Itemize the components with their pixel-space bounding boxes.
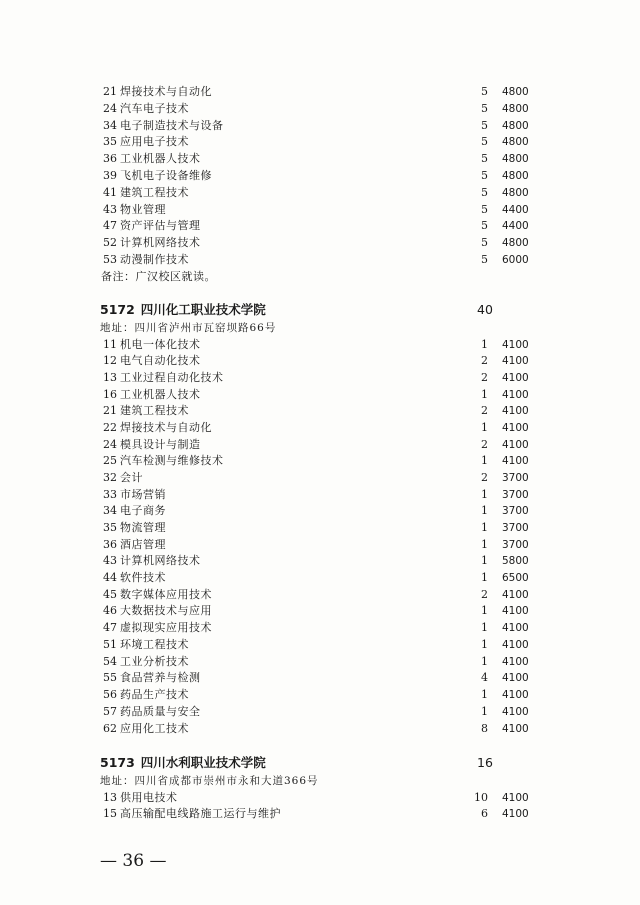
enrollment-count: 1 bbox=[481, 338, 488, 351]
major-name: 电气自动化技术 bbox=[120, 354, 201, 367]
major-code: 43 bbox=[103, 554, 117, 567]
major-code: 44 bbox=[103, 571, 117, 584]
table-row bbox=[0, 603, 640, 619]
tuition-fee: 4800 bbox=[502, 120, 529, 132]
major-name: 软件技术 bbox=[120, 571, 166, 584]
major-code: 47 bbox=[103, 621, 117, 634]
tuition-fee: 4100 bbox=[502, 792, 529, 804]
institution-address: 地址：四川省成都市崇州市永和大道366号 bbox=[100, 775, 319, 787]
tuition-fee: 4400 bbox=[502, 204, 529, 216]
remark-note: 备注：广汉校区就读。 bbox=[101, 270, 216, 283]
enrollment-count: 1 bbox=[481, 705, 488, 718]
major-name: 应用化工技术 bbox=[120, 722, 189, 735]
table-row bbox=[0, 370, 640, 386]
major-code: 55 bbox=[103, 671, 117, 684]
enrollment-count: 5 bbox=[481, 236, 488, 249]
major-name: 酒店管理 bbox=[120, 538, 166, 551]
table-row bbox=[0, 790, 640, 806]
enrollment-count: 1 bbox=[481, 388, 488, 401]
tuition-fee: 6000 bbox=[502, 254, 529, 266]
major-name: 动漫制作技术 bbox=[120, 253, 189, 266]
major-name: 计算机网络技术 bbox=[120, 236, 201, 249]
table-row bbox=[0, 218, 640, 234]
major-name: 药品质量与安全 bbox=[120, 705, 201, 718]
enrollment-count: 5 bbox=[481, 253, 488, 266]
major-name: 建筑工程技术 bbox=[120, 404, 189, 417]
table-row bbox=[0, 168, 640, 184]
major-code: 35 bbox=[103, 521, 117, 534]
enrollment-count: 2 bbox=[481, 438, 488, 451]
major-code: 36 bbox=[103, 538, 117, 551]
major-code: 34 bbox=[103, 119, 117, 132]
enrollment-count: 5 bbox=[481, 186, 488, 199]
institution-title bbox=[100, 754, 266, 772]
tuition-fee: 4800 bbox=[502, 153, 529, 165]
table-row bbox=[0, 687, 640, 703]
enrollment-count: 1 bbox=[481, 688, 488, 701]
enrollment-count: 2 bbox=[481, 371, 488, 384]
table-row bbox=[0, 537, 640, 553]
major-name: 物流管理 bbox=[120, 521, 166, 534]
enrollment-count: 1 bbox=[481, 655, 488, 668]
enrollment-count: 2 bbox=[481, 354, 488, 367]
enrollment-count: 5 bbox=[481, 85, 488, 98]
tuition-fee: 4100 bbox=[502, 605, 529, 617]
institution-address: 地址：四川省泸州市瓦窑坝路66号 bbox=[100, 322, 277, 334]
enrollment-count: 1 bbox=[481, 488, 488, 501]
major-code: 34 bbox=[103, 504, 117, 517]
major-name: 工业机器人技术 bbox=[120, 152, 201, 165]
tuition-fee: 4100 bbox=[502, 339, 529, 351]
major-code: 35 bbox=[103, 135, 117, 148]
tuition-fee: 4100 bbox=[502, 808, 529, 820]
tuition-fee: 5800 bbox=[502, 555, 529, 567]
enrollment-count: 4 bbox=[481, 671, 488, 684]
tuition-fee: 4100 bbox=[502, 439, 529, 451]
major-code: 22 bbox=[103, 421, 117, 434]
major-code: 54 bbox=[103, 655, 117, 668]
enrollment-count: 6 bbox=[481, 807, 488, 820]
enrollment-count: 2 bbox=[481, 404, 488, 417]
institution-name: 四川化工职业技术学院 bbox=[140, 302, 266, 317]
major-code: 39 bbox=[103, 169, 117, 182]
major-name: 虚拟现实应用技术 bbox=[120, 621, 212, 634]
major-name: 市场营销 bbox=[120, 488, 166, 501]
major-code: 16 bbox=[103, 388, 117, 401]
tuition-fee: 4400 bbox=[502, 220, 529, 232]
major-name: 物业管理 bbox=[120, 203, 166, 216]
table-row bbox=[0, 453, 640, 469]
tuition-fee: 3700 bbox=[502, 539, 529, 551]
major-name: 模具设计与制造 bbox=[120, 438, 201, 451]
table-row bbox=[0, 637, 640, 653]
major-name: 会计 bbox=[120, 471, 143, 484]
major-name: 焊接技术与自动化 bbox=[120, 421, 212, 434]
enrollment-count: 10 bbox=[474, 791, 488, 804]
major-code: 15 bbox=[103, 807, 117, 820]
major-name: 供用电技术 bbox=[120, 791, 178, 804]
tuition-fee: 4100 bbox=[502, 723, 529, 735]
table-row bbox=[0, 620, 640, 636]
table-row bbox=[0, 151, 640, 167]
table-row bbox=[0, 353, 640, 369]
tuition-fee: 4100 bbox=[502, 455, 529, 467]
major-name: 工业分析技术 bbox=[120, 655, 189, 668]
table-row bbox=[0, 654, 640, 670]
major-code: 43 bbox=[103, 203, 117, 216]
major-code: 45 bbox=[103, 588, 117, 601]
enrollment-count: 1 bbox=[481, 454, 488, 467]
major-name: 机电一体化技术 bbox=[120, 338, 201, 351]
table-row bbox=[0, 202, 640, 218]
major-name: 工业过程自动化技术 bbox=[120, 371, 224, 384]
enrollment-count: 5 bbox=[481, 219, 488, 232]
tuition-fee: 3700 bbox=[502, 472, 529, 484]
enrollment-count: 1 bbox=[481, 621, 488, 634]
major-code: 12 bbox=[103, 354, 117, 367]
institution-code: 5173 bbox=[100, 755, 135, 770]
major-code: 51 bbox=[103, 638, 117, 651]
major-name: 焊接技术与自动化 bbox=[120, 85, 212, 98]
tuition-fee: 3700 bbox=[502, 505, 529, 517]
major-code: 11 bbox=[103, 338, 117, 351]
major-code: 21 bbox=[103, 85, 117, 98]
enrollment-count: 5 bbox=[481, 152, 488, 165]
enrollment-count: 1 bbox=[481, 538, 488, 551]
tuition-fee: 4100 bbox=[502, 622, 529, 634]
table-row bbox=[0, 84, 640, 100]
table-row bbox=[0, 437, 640, 453]
major-name: 食品营养与检测 bbox=[120, 671, 201, 684]
tuition-fee: 4800 bbox=[502, 170, 529, 182]
enrollment-count: 1 bbox=[481, 638, 488, 651]
table-row bbox=[0, 252, 640, 268]
tuition-fee: 4100 bbox=[502, 656, 529, 668]
table-row bbox=[0, 570, 640, 586]
table-row bbox=[0, 806, 640, 822]
major-name: 汽车电子技术 bbox=[120, 102, 189, 115]
major-code: 32 bbox=[103, 471, 117, 484]
major-code: 52 bbox=[103, 236, 117, 249]
tuition-fee: 4800 bbox=[502, 136, 529, 148]
enrollment-count: 5 bbox=[481, 203, 488, 216]
table-row bbox=[0, 185, 640, 201]
institution-name: 四川水利职业技术学院 bbox=[140, 755, 266, 770]
enrollment-count: 5 bbox=[481, 169, 488, 182]
enrollment-count: 8 bbox=[481, 722, 488, 735]
tuition-fee: 4100 bbox=[502, 422, 529, 434]
tuition-fee: 6500 bbox=[502, 572, 529, 584]
major-code: 33 bbox=[103, 488, 117, 501]
tuition-fee: 4100 bbox=[502, 689, 529, 701]
major-name: 工业机器人技术 bbox=[120, 388, 201, 401]
enrollment-count: 1 bbox=[481, 604, 488, 617]
tuition-fee: 4800 bbox=[502, 86, 529, 98]
major-name: 电子制造技术与设备 bbox=[120, 119, 224, 132]
major-name: 资产评估与管理 bbox=[120, 219, 201, 232]
enrollment-count: 2 bbox=[481, 471, 488, 484]
enrollment-count: 1 bbox=[481, 571, 488, 584]
table-row bbox=[0, 520, 640, 536]
tuition-fee: 3700 bbox=[502, 522, 529, 534]
enrollment-count: 1 bbox=[481, 521, 488, 534]
table-row bbox=[0, 101, 640, 117]
table-row bbox=[0, 470, 640, 486]
tuition-fee: 4100 bbox=[502, 706, 529, 718]
major-code: 21 bbox=[103, 404, 117, 417]
table-row bbox=[0, 503, 640, 519]
table-row bbox=[0, 134, 640, 150]
table-row bbox=[0, 235, 640, 251]
tuition-fee: 4100 bbox=[502, 389, 529, 401]
tuition-fee: 4800 bbox=[502, 237, 529, 249]
table-row bbox=[0, 487, 640, 503]
major-code: 13 bbox=[103, 371, 117, 384]
table-row bbox=[0, 670, 640, 686]
major-code: 24 bbox=[103, 102, 117, 115]
tuition-fee: 4100 bbox=[502, 639, 529, 651]
tuition-fee: 4100 bbox=[502, 372, 529, 384]
major-code: 24 bbox=[103, 438, 117, 451]
major-name: 高压输配电线路施工运行与维护 bbox=[120, 807, 281, 820]
major-code: 36 bbox=[103, 152, 117, 165]
major-code: 47 bbox=[103, 219, 117, 232]
table-row bbox=[0, 420, 640, 436]
major-name: 药品生产技术 bbox=[120, 688, 189, 701]
table-row bbox=[0, 553, 640, 569]
major-code: 41 bbox=[103, 186, 117, 199]
institution-total: 40 bbox=[477, 302, 493, 317]
major-name: 应用电子技术 bbox=[120, 135, 189, 148]
institution-code: 5172 bbox=[100, 302, 135, 317]
major-name: 飞机电子设备维修 bbox=[120, 169, 212, 182]
major-name: 汽车检测与维修技术 bbox=[120, 454, 224, 467]
major-code: 13 bbox=[103, 791, 117, 804]
table-row bbox=[0, 387, 640, 403]
major-code: 57 bbox=[103, 705, 117, 718]
tuition-fee: 4100 bbox=[502, 589, 529, 601]
major-name: 电子商务 bbox=[120, 504, 166, 517]
enrollment-count: 1 bbox=[481, 554, 488, 567]
major-name: 大数据技术与应用 bbox=[120, 604, 212, 617]
table-row bbox=[0, 403, 640, 419]
major-code: 62 bbox=[103, 722, 117, 735]
tuition-fee: 4100 bbox=[502, 672, 529, 684]
table-row bbox=[0, 118, 640, 134]
table-row bbox=[0, 704, 640, 720]
tuition-fee: 4100 bbox=[502, 355, 529, 367]
tuition-fee: 4100 bbox=[502, 405, 529, 417]
table-row bbox=[0, 721, 640, 737]
table-row bbox=[0, 337, 640, 353]
major-code: 53 bbox=[103, 253, 117, 266]
major-name: 建筑工程技术 bbox=[120, 186, 189, 199]
institution-total: 16 bbox=[477, 755, 493, 770]
major-code: 56 bbox=[103, 688, 117, 701]
tuition-fee: 3700 bbox=[502, 489, 529, 501]
major-name: 数字媒体应用技术 bbox=[120, 588, 212, 601]
enrollment-count: 5 bbox=[481, 135, 488, 148]
enrollment-count: 5 bbox=[481, 119, 488, 132]
table-row bbox=[0, 587, 640, 603]
enrollment-count: 1 bbox=[481, 504, 488, 517]
enrollment-count: 1 bbox=[481, 421, 488, 434]
tuition-fee: 4800 bbox=[502, 103, 529, 115]
major-code: 46 bbox=[103, 604, 117, 617]
enrollment-count: 5 bbox=[481, 102, 488, 115]
institution-title bbox=[100, 301, 266, 319]
major-name: 计算机网络技术 bbox=[120, 554, 201, 567]
enrollment-count: 2 bbox=[481, 588, 488, 601]
tuition-fee: 4800 bbox=[502, 187, 529, 199]
major-name: 环境工程技术 bbox=[120, 638, 189, 651]
major-code: 25 bbox=[103, 454, 117, 467]
